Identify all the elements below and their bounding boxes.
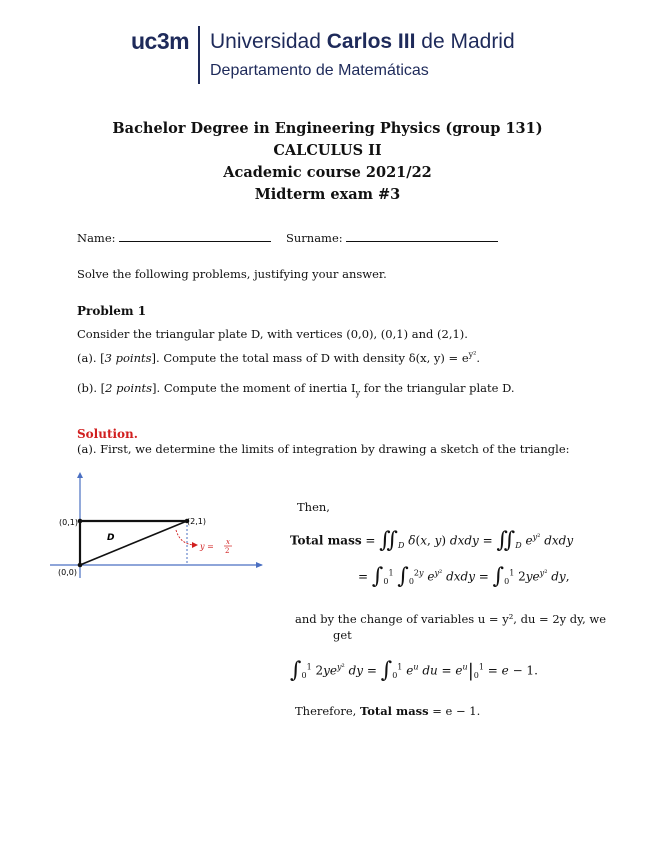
problem-part-b xyxy=(77,381,515,397)
exam-title xyxy=(0,118,655,206)
title-line-3: Academic course 2021/22 xyxy=(223,164,432,181)
title-line-1: Bachelor Degree in Engineering Physics (group 131) xyxy=(112,120,543,137)
solution-heading: Solution. xyxy=(77,427,138,441)
triangle-sketch xyxy=(50,470,275,580)
name-field-row xyxy=(77,229,271,245)
title-line-2: CALCULUS II xyxy=(273,142,382,159)
total-mass-equation-1: Total mass = $∬_D$ δ(x, y) dxdy = $∬_D$ $e^{y^2}$ dxdy xyxy=(290,528,574,553)
surname-field[interactable] xyxy=(346,229,498,242)
part-b-points: 2 points xyxy=(105,381,153,395)
annotation-arrowhead xyxy=(192,542,198,548)
y-axis-arrow xyxy=(77,472,83,478)
name-label: Name: xyxy=(77,231,116,245)
conclusion-suffix: = e − 1. xyxy=(428,704,481,718)
triangle-hypotenuse xyxy=(80,521,187,565)
conclusion-prefix: Therefore, xyxy=(295,704,360,718)
total-mass-equation-2: = $\int_0^1$ $\int_0^{2y}$ $e^{y^2}$ dxdy = $\int_0^1$ $2ye^{y^2}$ dy, xyxy=(358,564,570,589)
part-b-text: ]. Compute the moment of inertia I xyxy=(152,381,356,395)
line-equation-denominator: 2 xyxy=(225,547,230,555)
substitution-equation: $\int_0^1$ $2ye^{y^2}$ dy = $\int_0^1$ $e^u$ du = $e^u|_0^1 = e - 1$. xyxy=(290,658,538,683)
annotation-arrow xyxy=(176,530,194,545)
label-vertex-0-0: (0,0) xyxy=(58,568,77,577)
title-line-4: Midterm exam #3 xyxy=(254,186,401,203)
part-a-end: . xyxy=(476,350,481,365)
total-mass-label: Total mass xyxy=(290,533,362,548)
surname-label: Surname: xyxy=(286,231,343,245)
solution-then: Then, xyxy=(297,500,330,514)
label-region-D: D xyxy=(107,533,115,543)
part-a-prefix: (a). [ xyxy=(77,350,105,365)
vertex-0-0 xyxy=(78,563,83,568)
line-equation-numerator: x xyxy=(226,538,230,546)
part-b-prefix: (b). [ xyxy=(77,381,106,395)
university-name xyxy=(210,30,515,54)
problem-heading: Problem 1 xyxy=(77,304,147,318)
x-axis-arrow xyxy=(256,562,263,568)
vertex-0-1 xyxy=(78,519,83,524)
department-name: Departamento de Matemáticas xyxy=(210,62,429,79)
surname-field-row xyxy=(286,229,498,245)
part-b-subscript: y xyxy=(355,388,361,398)
university-suffix: de Madrid xyxy=(415,30,515,53)
part-a-points: 3 points xyxy=(104,350,152,365)
university-prefix: Universidad xyxy=(210,30,327,53)
label-vertex-0-1: (0,1) xyxy=(59,518,78,527)
label-vertex-2-1: (2,1) xyxy=(187,517,206,526)
solution-conclusion xyxy=(295,704,480,718)
conclusion-bold: Total mass xyxy=(359,704,429,718)
part-a-exponent: y² xyxy=(468,350,477,359)
solution-intro: (a). First, we determine the limits of integration by drawing a sketch of the triangle: xyxy=(77,442,570,456)
problem-statement: Consider the triangular plate D, with vertices (0,0), (0,1) and (2,1). xyxy=(77,327,468,341)
uc3m-logo-mark: uc3m xyxy=(131,28,190,54)
change-of-variables-line-2: get xyxy=(333,628,352,642)
university-bold: Carlos III xyxy=(326,30,416,53)
line-equation-label: y = xyxy=(200,542,214,551)
instructions: Solve the following problems, justifying your answer. xyxy=(77,267,387,281)
name-field[interactable] xyxy=(119,229,271,242)
logo-divider xyxy=(198,26,200,84)
problem-part-a xyxy=(77,350,480,365)
part-b-end: for the triangular plate D. xyxy=(360,381,515,395)
part-a-text: ]. Compute the total mass of D with density δ(x, y) = e xyxy=(151,350,469,365)
change-of-variables-line-1: and by the change of variables u = y², du = 2y dy, we xyxy=(295,612,607,626)
